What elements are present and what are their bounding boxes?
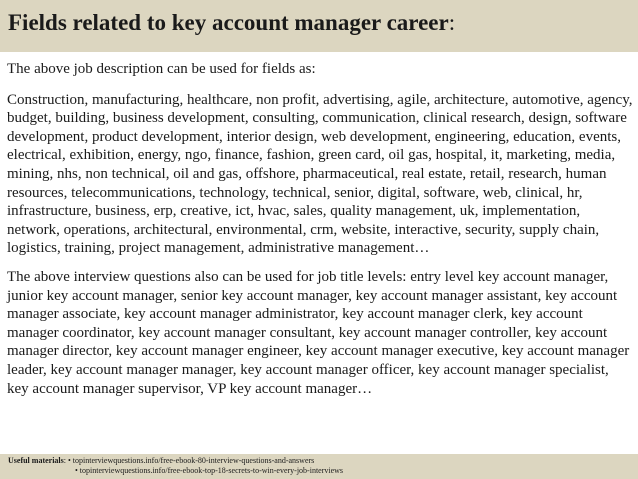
title-colon: : xyxy=(448,10,456,35)
title-text: Fields related to key account manager career xyxy=(8,10,449,35)
levels-paragraph: The above interview questions also can be used for job title levels: entry level key account manager, junior key account manager, senior key account manager, key account manager assistant, key account manager associate, key account manager administrator, key account manager clerk, key account manager coordinator, key account manager consultant, key account manager controller, key account manager director, key account manager engineer, key account manager executive, key account manager leader, key account manager manager, key account manager officer, key account manager specialist, key account manager supervisor, VP key account manager… xyxy=(7,268,630,397)
footer-label: Useful materials xyxy=(8,456,64,465)
page-title xyxy=(8,10,638,36)
footer xyxy=(0,454,638,479)
intro-paragraph: The above job description can be used for fields as: xyxy=(7,61,316,77)
footer-line-1 xyxy=(8,456,638,466)
footer-link-2[interactable]: • topinterviewquestions.info/free-ebook-top-18-secrets-to-win-every-job-interviews xyxy=(75,466,344,475)
content-body xyxy=(7,60,633,408)
title-bar xyxy=(0,0,638,52)
footer-link-1[interactable]: : • topinterviewquestions.info/free-ebook-80-interview-questions-and-answers xyxy=(63,456,315,465)
footer-line-2 xyxy=(8,466,638,476)
fields-paragraph: Construction, manufacturing, healthcare, non profit, advertising, agile, architecture, automotive, agency, budget, building, business development, consulting, communication, clinical research, design, software development, product development, interior design, web development, engineering, education, events, electrical, exhibition, energy, ngo, finance, fashion, green card, oil gas, hospital, it, marketing, media, mining, nhs, non technical, oil and gas, offshore, pharmaceutical, real estate, retail, research, human resources, telecommunications, technology, technical, senior, digital, software, web, clinical, hr, infrastructure, business, erp, creative, ict, hvac, sales, quality management, uk, implementation, network, operations, architectural, environmental, crm, website, interactive, security, supply chain, logistics, training, project management, administrative management… xyxy=(7,91,633,257)
